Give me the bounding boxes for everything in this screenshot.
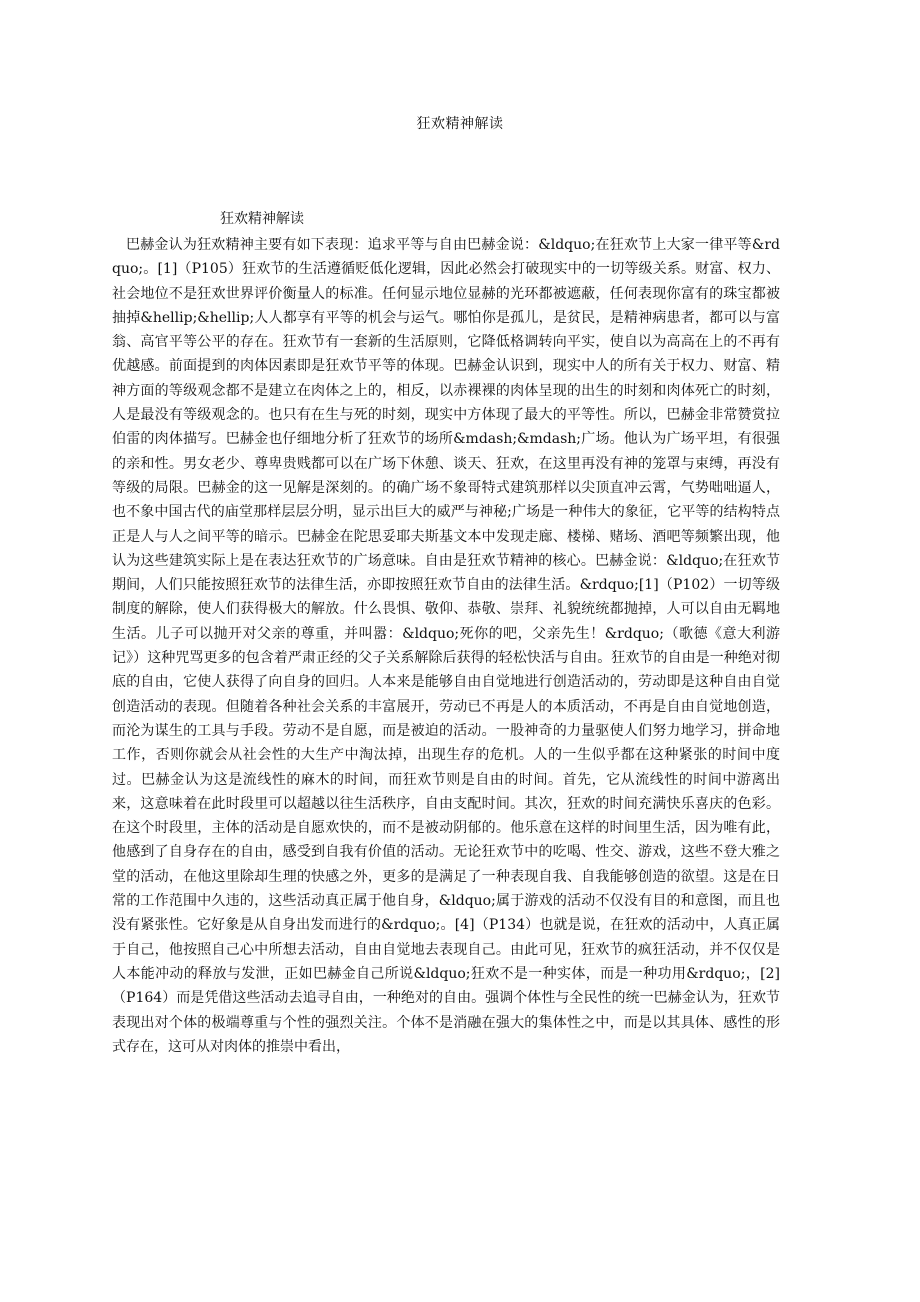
article-body: 巴赫金认为狂欢精神主要有如下表现：追求平等与自由巴赫金说：&ldquo;在狂欢节上大家一律平等&rdquo;。[1]（P105）狂欢节的生活遵循贬低化逻辑，因此必然会打破现实中的一切等级关系。财富、权力、社会地位不是狂欢世界评价衡量人的标准。任何显示地位显赫的光环都被遮蔽，任何表现你富有的珠宝都被抽掉&hellip;&hellip;人人都享有平等的机会与运气。哪怕你是孤儿，是贫民，是精神病患者，都可以与富翁、高官平等公平的存在。狂欢节有一套新的生活原则，它降低格调转向平实，使自以为高高在上的不再有优越感。前面提到的肉体因素即是狂欢节平等的体现。巴赫金认识到，现实中人的所有关于权力、财富、精神方面的等级观念都不是建立在肉体之上的，相反，以赤裸裸的肉体呈现的出生的时刻和肉体死亡的时刻，人是最没有等级观念的。也只有在生与死的时刻，现实中方体现了最大的平等性。所以，巴赫金非常赞赏拉伯雷的肉体描写。巴赫金也仔细地分析了狂欢节的场所&mdash;&mdash;广场。他认为广场平坦，有很强的亲和性。男女老少、尊卑贵贱都可以在广场下休憩、谈天、狂欢，在这里再没有神的笼罩与束缚，再没有等级的局限。巴赫金的这一见解是深刻的。的确广场不象哥特式建筑那样以尖顶直冲云霄，气势咄咄逼人，也不象中国古代的庙堂那样层层分明，显示出巨大的威严与神秘;广场是一种伟大的象征，它平等的结构特点正是人与人之间平等的暗示。巴赫金在陀思妥耶夫斯基文本中发现走廊、楼梯、赌场、酒吧等频繁出现，他认为这些建筑实际上是在表达狂欢节的广场意味。自由是狂欢节精神的核心。巴赫金说：&ldquo;在狂欢节期间，人们只能按照狂欢节的法律生活，亦即按照狂欢节自由的法律生活。&rdquo;[1]（P102）一切等级制度的解除，使人们获得极大的解放。什么畏惧、敬仰、恭敬、崇拜、礼貌统统都抛掉，人可以自由无羁地生活。儿子可以抛开对父亲的尊重，并叫嚣：&ldquo;死你的吧，父亲先生！&rdquo;（歌德《意大利游记》）这种咒骂更多的包含着严肃正经的父子关系解除后获得的轻松快活与自由。狂欢节的自由是一种绝对彻底的自由，它使人获得了向自身的回归。人本来是能够自由自觉地进行创造活动的，劳动即是这种自由自觉创造活动的表现。但随着各种社会关系的丰富展开，劳动已不再是人的本质活动，不再是自由自觉地创造，而沦为谋生的工具与手段。劳动不是自愿，而是被迫的活动。一股神奇的力量驱使人们努力地学习，拼命地工作，否则你就会从社会性的大生产中淘汰掉，出现生存的危机。人的一生似乎都在这种紧张的时间中度过。巴赫金认为这是流线性的麻木的时间，而狂欢节则是自由的时间。首先，它从流线性的时间中游离出来，这意味着在此时段里可以超越以往生活秩序，自由支配时间。其次，狂欢的时间充满快乐喜庆的色彩。在这个时段里，主体的活动是自愿欢快的，而不是被动阴郁的。他乐意在这样的时间里生活，因为唯有此，他感到了自身存在的自由，感受到自我有价值的活动。无论狂欢节中的吃喝、性交、游戏，这些不登大雅之堂的活动，在他这里除却生理的快感之外，更多的是满足了一种表现自我、自我能够创造的欲望。这是在日常的工作范围中久违的，这些活动真正属于他自身，&ldquo;属于游戏的活动不仅没有目的和意图，而且也没有紧张性。它好象是从自身出发而进行的&rdquo;。[4]（P134）也就是说，在狂欢的活动中，人真正属于自己，他按照自己心中所想去活动，自由自觉地去表现自己。由此可见，狂欢节的疯狂活动，并不仅仅是人本能冲动的释放与发泄，正如巴赫金自己所说&ldquo;狂欢不是一种实体，而是一种功用&rdquo;，[2]（P164）而是凭借这些活动去追寻自由，一种绝对的自由。强调个体性与全民性的统一巴赫金认为，狂欢节表现出对个体的极端尊重与个性的强烈关注。个体不是消融在强大的集体性之中，而是以其具体、感性的形式存在，这可从对肉体的推崇中看出， <box>112 237 780 1055</box>
page-title: 狂欢精神解读 <box>416 116 504 132</box>
article-subtitle: 狂欢精神解读 <box>220 211 304 227</box>
